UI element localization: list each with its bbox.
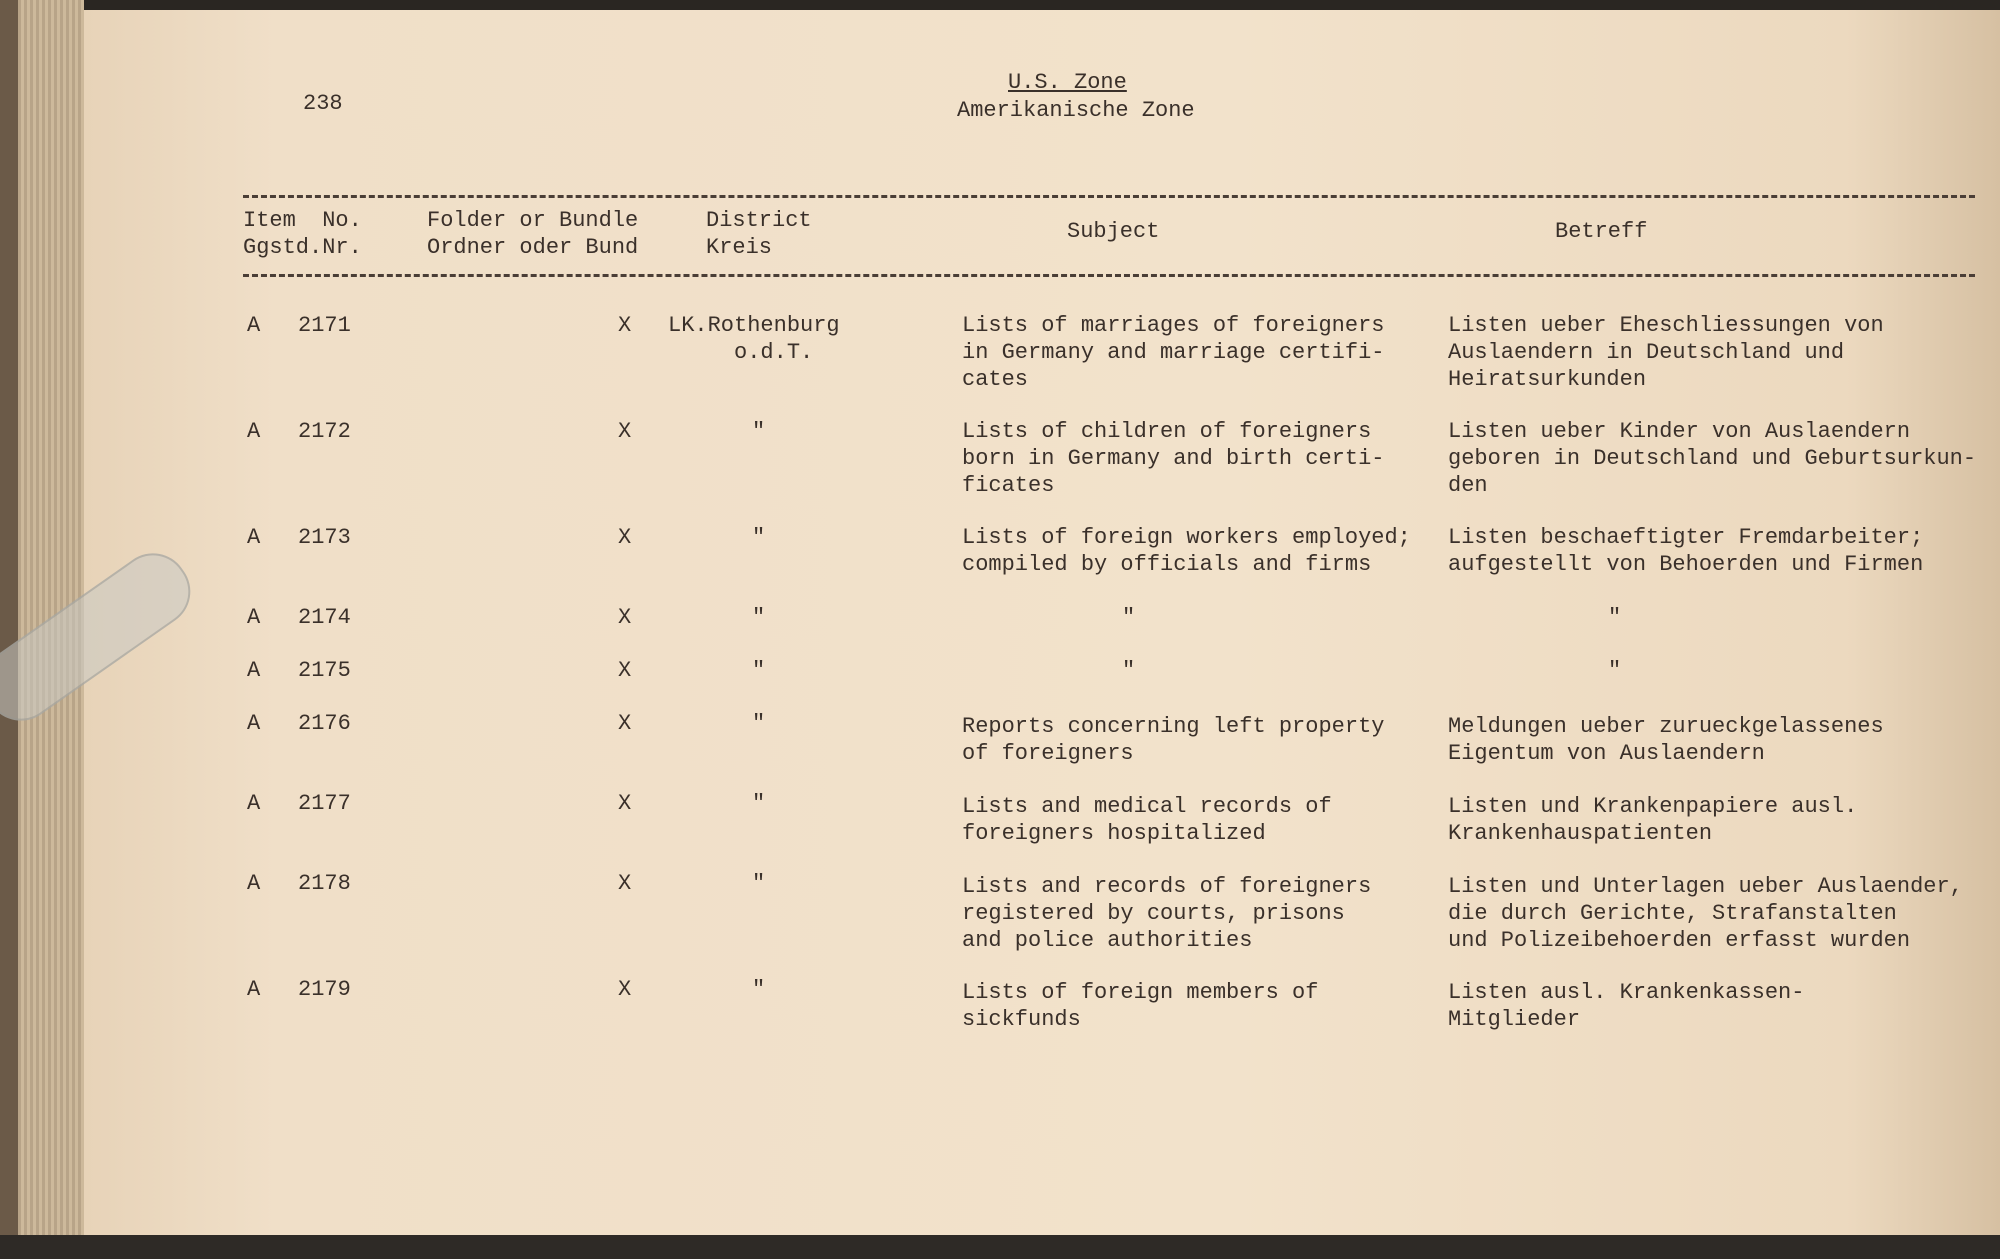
item-number: 2177 [298, 791, 351, 816]
district-text: " [752, 871, 766, 896]
district-text: " [752, 977, 766, 1002]
betreff-text: " [1608, 658, 1622, 683]
page-title: U.S. Zone [1008, 70, 1127, 95]
subject-text: Reports concerning left property of foreigners [962, 714, 1385, 766]
col-item-no-en: Item No. [243, 208, 362, 233]
subject-text: " [1122, 605, 1136, 630]
row-prefix: A [247, 711, 261, 736]
betreff-text: Listen ueber Eheschliessungen von Auslaendern in Deutschland und Heiratsurkunden [1448, 313, 1884, 392]
item-number: 2176 [298, 711, 351, 736]
subject-text: Lists of foreign workers employed; compiled by officials and firms [962, 525, 1411, 577]
item-number: 2173 [298, 525, 351, 550]
folder-mark: X [618, 791, 632, 816]
item-number: 2174 [298, 605, 351, 630]
folder-mark: X [618, 605, 632, 630]
row-prefix: A [247, 871, 261, 896]
row-prefix: A [247, 791, 261, 816]
col-folder-en: Folder or Bundle [427, 208, 639, 233]
district-text: " [752, 791, 766, 816]
page-number: 238 [303, 91, 343, 116]
folder-mark: X [618, 711, 632, 736]
district-text: LK.Rothenburg o.d.T. [668, 313, 840, 365]
col-betreff: Betreff [1555, 219, 1648, 244]
row-prefix: A [247, 419, 261, 444]
district-text: " [752, 658, 766, 683]
district-text: " [752, 605, 766, 630]
scan-background [0, 1235, 2000, 1259]
header-divider-top [243, 195, 1975, 198]
page-subtitle: Amerikanische Zone [957, 98, 1195, 123]
district-text: " [752, 711, 766, 736]
item-number: 2175 [298, 658, 351, 683]
subject-text: Lists of marriages of foreigners in Germany and marriage certifi- cates [962, 313, 1385, 392]
subject-text: " [1122, 658, 1136, 683]
row-prefix: A [247, 658, 261, 683]
folder-mark: X [618, 977, 632, 1002]
betreff-text: " [1608, 605, 1622, 630]
betreff-text: Listen und Unterlagen ueber Auslaender, die durch Gerichte, Strafanstalten und Polizeibehoerden erfasst wurden [1448, 874, 1963, 953]
subject-text: Lists and records of foreigners registered by courts, prisons and police authorities [962, 874, 1372, 953]
betreff-text: Listen und Krankenpapiere ausl. Krankenhauspatienten [1448, 794, 1858, 846]
betreff-text: Listen ueber Kinder von Auslaendern geboren in Deutschland und Geburtsurkun- den [1448, 419, 1977, 498]
col-district-de: Kreis [706, 235, 773, 260]
folder-mark: X [618, 658, 632, 683]
row-prefix: A [247, 525, 261, 550]
document-page [84, 10, 2000, 1235]
item-number: 2172 [298, 419, 351, 444]
item-number: 2179 [298, 977, 351, 1002]
col-district-en: District [706, 208, 812, 233]
betreff-text: Listen ausl. Krankenkassen- Mitglieder [1448, 980, 1805, 1032]
folder-mark: X [618, 525, 632, 550]
subject-text: Lists of children of foreigners born in Germany and birth certi- ficates [962, 419, 1385, 498]
betreff-text: Listen beschaeftigter Fremdarbeiter; aufgestellt von Behoerden und Firmen [1448, 525, 1924, 577]
item-number: 2171 [298, 313, 351, 338]
col-subject: Subject [1067, 219, 1160, 244]
district-text: " [752, 419, 766, 444]
folder-mark: X [618, 419, 632, 444]
book-spine [0, 0, 18, 1259]
row-prefix: A [247, 605, 261, 630]
folder-mark: X [618, 313, 632, 338]
col-item-no-de: Ggstd.Nr. [243, 235, 362, 260]
col-folder-de: Ordner oder Bund [427, 235, 639, 260]
item-number: 2178 [298, 871, 351, 896]
betreff-text: Meldungen ueber zurueckgelassenes Eigentum von Auslaendern [1448, 714, 1884, 766]
row-prefix: A [247, 977, 261, 1002]
header-divider-bottom [243, 274, 1975, 277]
folder-mark: X [618, 871, 632, 896]
subject-text: Lists and medical records of foreigners hospitalized [962, 794, 1332, 846]
row-prefix: A [247, 313, 261, 338]
subject-text: Lists of foreign members of sickfunds [962, 980, 1319, 1032]
district-text: " [752, 525, 766, 550]
